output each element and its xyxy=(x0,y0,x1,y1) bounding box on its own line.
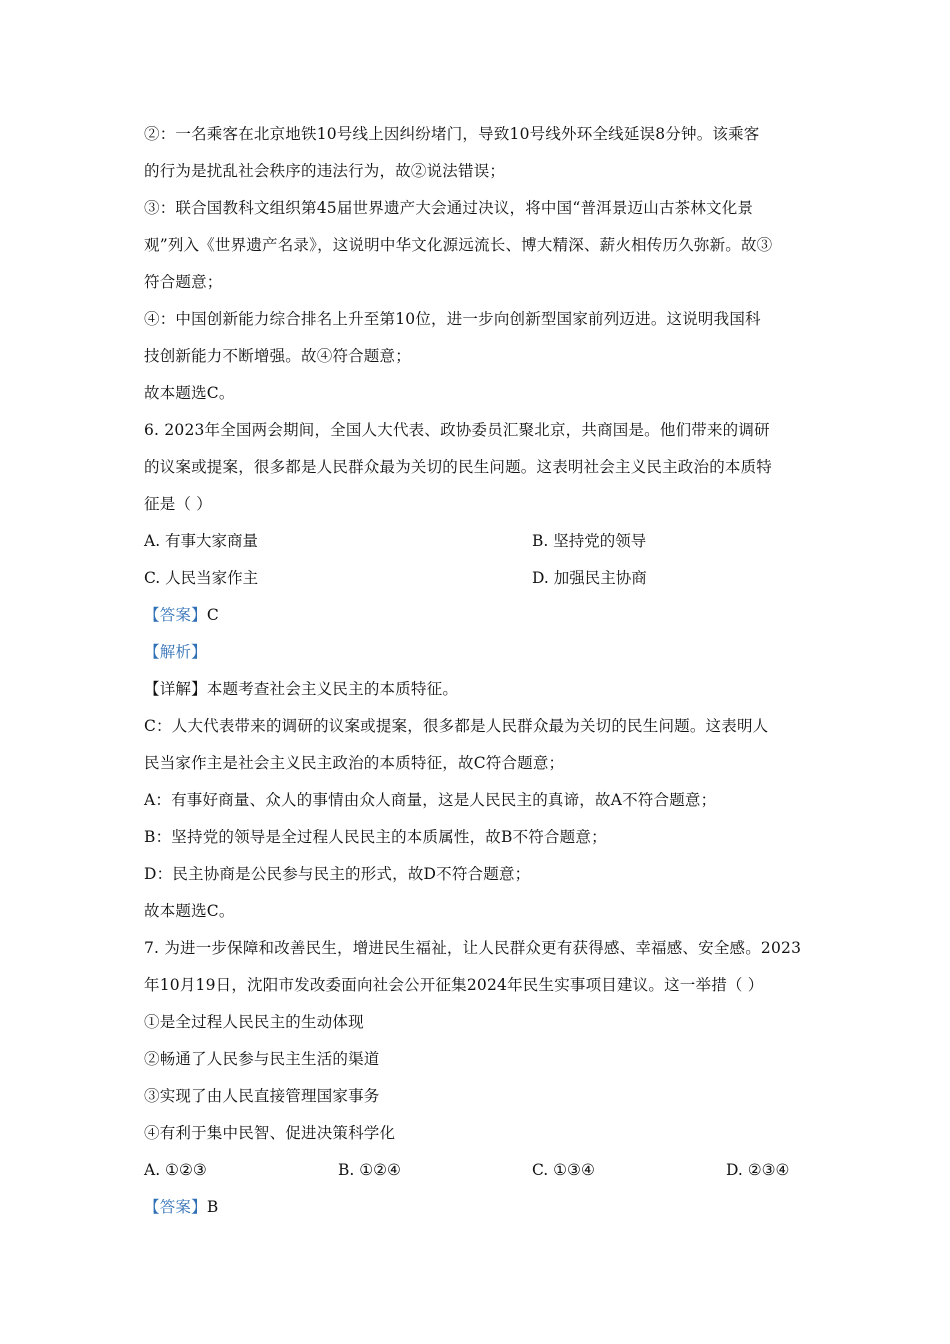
paragraph-line: ②：一名乘客在北京地铁10号线上因纠纷堵门，导致10号线外环全线延误8分钟。该乘客 xyxy=(144,125,760,143)
question-6-options-row xyxy=(144,560,816,597)
explanation-line: C：人大代表带来的调研的议案或提案，很多都是人民群众最为关切的民生问题。这表明人 xyxy=(144,717,769,735)
conclusion-line: 故本题选C。 xyxy=(144,902,235,920)
explanation-line: B：坚持党的领导是全过程人民民主的本质属性，故B不符合题意； xyxy=(144,828,607,846)
paragraph-line: 的行为是扰乱社会秩序的违法行为，故②说法错误； xyxy=(144,162,506,180)
paragraph-line: 符合题意； xyxy=(144,273,223,291)
option-d: D. ②③④ xyxy=(726,1161,790,1179)
paragraph-line: ③：联合国教科文组织第45届世界遗产大会通过决议，将中国“普洱景迈山古茶林文化景 xyxy=(144,199,754,217)
option-d: D. 加强民主协商 xyxy=(532,569,647,587)
statement-4: ④有利于集中民智、促进决策科学化 xyxy=(144,1124,396,1142)
answer-tag: 【答案】 xyxy=(144,606,207,624)
conclusion-line: 故本题选C。 xyxy=(144,384,235,402)
answer-value: C xyxy=(206,606,219,624)
answer-line xyxy=(144,1189,816,1226)
explanation-line: 民当家作主是社会主义民主政治的本质特征，故C符合题意； xyxy=(144,754,565,772)
detail-tag: 【详解】 xyxy=(144,680,207,698)
paragraph-line: 技创新能力不断增强。故④符合题意； xyxy=(144,347,411,365)
answer-tag: 【答案】 xyxy=(144,1198,207,1216)
question-6-options-row xyxy=(144,523,816,560)
analysis-line xyxy=(144,634,816,671)
option-b: B. ①②④ xyxy=(338,1161,401,1179)
statement-2: ②畅通了人民参与民主生活的渠道 xyxy=(144,1050,380,1068)
explanation-line: D：民主协商是公民参与民主的形式，故D不符合题意； xyxy=(144,865,531,883)
option-b: B. 坚持党的领导 xyxy=(532,532,647,550)
document-page xyxy=(144,116,816,1226)
option-c: C. 人民当家作主 xyxy=(144,569,259,587)
option-a: A. ①②③ xyxy=(144,1161,207,1179)
question-6-stem: 6. 2023年全国两会期间，全国人大代表、政协委员汇聚北京，共商国是。他们带来的调研 xyxy=(144,421,770,439)
question-6-stem: 征是（ ） xyxy=(144,495,212,513)
question-7-stem: 7. 为进一步保障和改善民生，增进民生福祉，让人民群众更有获得感、幸福感、安全感。2023 xyxy=(144,939,802,957)
question-7-stem: 年10月19日，沈阳市发改委面向社会公开征集2024年民生实事项目建议。这一举措（ ） xyxy=(144,976,764,994)
option-a: A. 有事大家商量 xyxy=(144,532,259,550)
analysis-tag: 【解析】 xyxy=(144,643,207,661)
question-7-options-row xyxy=(144,1152,816,1189)
option-c: C. ①③④ xyxy=(532,1161,595,1179)
answer-line xyxy=(144,597,816,634)
question-6-stem: 的议案或提案，很多都是人民群众最为关切的民生问题。这表明社会主义民主政治的本质特 xyxy=(144,458,773,476)
statement-1: ①是全过程人民民主的生动体现 xyxy=(144,1013,364,1031)
answer-value: B xyxy=(206,1198,219,1216)
explanation-line: A：有事好商量、众人的事情由众人商量，这是人民民主的真谛，故A不符合题意； xyxy=(144,791,717,809)
detail-line xyxy=(144,671,816,708)
detail-text: 本题考查社会主义民主的本质特征。 xyxy=(206,680,459,698)
paragraph-line: 观”列入《世界遗产名录》，这说明中华文化源远流长、博大精深、薪火相传历久弥新。故③ xyxy=(144,236,773,254)
statement-3: ③实现了由人民直接管理国家事务 xyxy=(144,1087,380,1105)
paragraph-line: ④：中国创新能力综合排名上升至第10位，进一步向创新型国家前列迈进。这说明我国科 xyxy=(144,310,761,328)
